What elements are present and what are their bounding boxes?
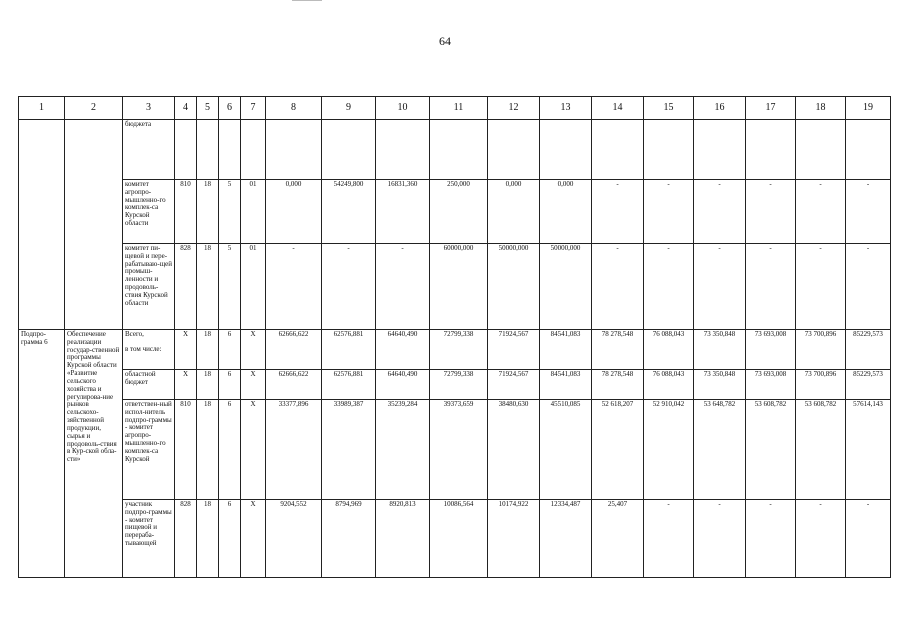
header-cell: 5 <box>197 97 219 120</box>
header-cell: 10 <box>376 97 430 120</box>
value-cell: 39373,659 <box>430 400 488 500</box>
value-cell: 85229,573 <box>846 370 891 400</box>
value-cell: 10086,564 <box>430 500 488 578</box>
value-cell: 57614,143 <box>846 400 891 500</box>
header-cell: 18 <box>796 97 846 120</box>
code-cell: 6 <box>219 370 241 400</box>
header-cell: 9 <box>322 97 376 120</box>
table-row <box>19 330 891 370</box>
value-cell: - <box>796 244 846 330</box>
table-row <box>19 500 891 578</box>
value-cell: 33377,896 <box>266 400 322 500</box>
value-cell: 73 700,896 <box>796 370 846 400</box>
code-cell: X <box>241 500 266 578</box>
budget-table <box>18 96 891 578</box>
value-cell: - <box>644 180 694 244</box>
value-cell: 64640,490 <box>376 330 430 370</box>
value-cell: 53 648,782 <box>694 400 746 500</box>
header-cell: 6 <box>219 97 241 120</box>
header-cell: 15 <box>644 97 694 120</box>
code-cell <box>175 120 197 180</box>
value-cell: 8920,813 <box>376 500 430 578</box>
value-cell <box>488 120 540 180</box>
row-label <box>123 330 175 370</box>
value-cell <box>796 120 846 180</box>
value-cell: 62576,881 <box>322 330 376 370</box>
value-cell: - <box>644 500 694 578</box>
value-cell: 72799,338 <box>430 330 488 370</box>
value-cell <box>592 120 644 180</box>
header-cell: 2 <box>65 97 123 120</box>
value-cell: 73 350,848 <box>694 330 746 370</box>
value-cell: 76 088,043 <box>644 330 694 370</box>
value-cell <box>322 120 376 180</box>
code-cell: 810 <box>175 180 197 244</box>
value-cell: 52 910,042 <box>644 400 694 500</box>
code-cell: 6 <box>219 500 241 578</box>
empty-cell <box>65 120 123 330</box>
value-cell: - <box>746 500 796 578</box>
row-label: областной бюджет <box>123 370 175 400</box>
value-cell: 76 088,043 <box>644 370 694 400</box>
value-cell: 0,000 <box>266 180 322 244</box>
row-label: комитет пи-щевой и пере-рабатываю-щей промыш-ленности и продоволь-ствия Курской области <box>123 244 175 330</box>
header-cell: 8 <box>266 97 322 120</box>
value-cell: 9204,552 <box>266 500 322 578</box>
value-cell: 50000,000 <box>488 244 540 330</box>
code-cell: 01 <box>241 244 266 330</box>
header-cell: 17 <box>746 97 796 120</box>
row-label: комитет агропро-мышленно-го комплек-са Курской области <box>123 180 175 244</box>
code-cell: 18 <box>197 244 219 330</box>
value-cell: - <box>846 244 891 330</box>
code-cell: 18 <box>197 400 219 500</box>
value-cell: - <box>796 500 846 578</box>
header-cell: 11 <box>430 97 488 120</box>
code-cell <box>241 120 266 180</box>
value-cell: 78 278,548 <box>592 370 644 400</box>
header-cell: 4 <box>175 97 197 120</box>
code-cell: 18 <box>197 500 219 578</box>
value-cell: 50000,000 <box>540 244 592 330</box>
value-cell: 25,407 <box>592 500 644 578</box>
subprogram-label: Подпро-грамма 6 <box>19 330 65 578</box>
value-cell: - <box>376 244 430 330</box>
value-cell: 73 350,848 <box>694 370 746 400</box>
value-cell <box>644 120 694 180</box>
value-cell: 52 618,207 <box>592 400 644 500</box>
code-cell: X <box>175 370 197 400</box>
value-cell <box>746 120 796 180</box>
row-label: бюджета <box>123 120 175 180</box>
value-cell: - <box>592 180 644 244</box>
code-cell: 18 <box>197 370 219 400</box>
subprogram-title: Обеспечение реализации государ-ственной программы Курской области «Развитие сельского хозяйства и регулирова-ние рынков сельскохо-зяйственной продукции, сырья и продоволь-ствия в Кур-ской обла-сти» <box>65 330 123 578</box>
row-label: ответствен-ный испол-нитель подпро-граммы - комитет агропро-мышленно-го комплек-са Курской <box>123 400 175 500</box>
code-cell: 01 <box>241 180 266 244</box>
value-cell: 53 608,782 <box>746 400 796 500</box>
value-cell: 8794,969 <box>322 500 376 578</box>
value-cell: 84541,083 <box>540 330 592 370</box>
value-cell <box>694 120 746 180</box>
value-cell: 10174,922 <box>488 500 540 578</box>
value-cell: - <box>846 180 891 244</box>
header-cell: 14 <box>592 97 644 120</box>
value-cell: 62666,622 <box>266 330 322 370</box>
value-cell: 84541,083 <box>540 370 592 400</box>
value-cell <box>430 120 488 180</box>
value-cell: 85229,573 <box>846 330 891 370</box>
value-cell: 71924,567 <box>488 370 540 400</box>
value-cell: 12334,487 <box>540 500 592 578</box>
page-number: 64 <box>439 34 451 48</box>
value-cell: - <box>592 244 644 330</box>
value-cell: 35239,284 <box>376 400 430 500</box>
value-cell: - <box>694 180 746 244</box>
code-cell: X <box>175 330 197 370</box>
code-cell: 6 <box>219 330 241 370</box>
table-row <box>19 370 891 400</box>
value-cell: 64640,490 <box>376 370 430 400</box>
value-cell: 73 700,896 <box>796 330 846 370</box>
value-cell: 33989,387 <box>322 400 376 500</box>
value-cell: 71924,567 <box>488 330 540 370</box>
value-cell: 62576,881 <box>322 370 376 400</box>
value-cell <box>376 120 430 180</box>
value-cell: - <box>846 500 891 578</box>
value-cell: 60000,000 <box>430 244 488 330</box>
code-cell: 828 <box>175 500 197 578</box>
header-cell: 16 <box>694 97 746 120</box>
code-cell <box>197 120 219 180</box>
value-cell: - <box>322 244 376 330</box>
code-cell: X <box>241 370 266 400</box>
value-cell <box>540 120 592 180</box>
value-cell: 72799,338 <box>430 370 488 400</box>
code-cell <box>219 120 241 180</box>
value-cell: 73 693,008 <box>746 370 796 400</box>
empty-cell <box>19 120 65 330</box>
value-cell: 38480,630 <box>488 400 540 500</box>
code-cell: 810 <box>175 400 197 500</box>
value-cell: 45510,085 <box>540 400 592 500</box>
table-row <box>19 400 891 500</box>
header-cell: 7 <box>241 97 266 120</box>
code-cell: 5 <box>219 180 241 244</box>
value-cell: - <box>644 244 694 330</box>
header-cell: 13 <box>540 97 592 120</box>
value-cell: - <box>694 244 746 330</box>
code-cell: 18 <box>197 180 219 244</box>
row-label-total: Всего, <box>125 330 144 338</box>
value-cell: 250,000 <box>430 180 488 244</box>
header-row <box>19 97 891 120</box>
code-cell: 5 <box>219 244 241 330</box>
value-cell: - <box>746 244 796 330</box>
value-cell: 54249,800 <box>322 180 376 244</box>
value-cell: - <box>796 180 846 244</box>
table-row <box>19 180 891 244</box>
value-cell: - <box>746 180 796 244</box>
value-cell: - <box>266 244 322 330</box>
code-cell: 828 <box>175 244 197 330</box>
value-cell: - <box>694 500 746 578</box>
value-cell <box>266 120 322 180</box>
code-cell: 18 <box>197 330 219 370</box>
header-cell: 19 <box>846 97 891 120</box>
code-cell: X <box>241 330 266 370</box>
header-cell: 12 <box>488 97 540 120</box>
value-cell: 78 278,548 <box>592 330 644 370</box>
value-cell: 73 693,008 <box>746 330 796 370</box>
table-row <box>19 244 891 330</box>
value-cell: 0,000 <box>488 180 540 244</box>
code-cell: X <box>241 400 266 500</box>
value-cell: 0,000 <box>540 180 592 244</box>
code-cell: 6 <box>219 400 241 500</box>
value-cell: 62666,622 <box>266 370 322 400</box>
row-label-including: в том числе: <box>125 344 162 353</box>
table-row <box>19 120 891 180</box>
value-cell: 16831,360 <box>376 180 430 244</box>
row-label: участник подпро-граммы - комитет пищевой и перераба-тывающей <box>123 500 175 578</box>
value-cell <box>846 120 891 180</box>
header-cell: 1 <box>19 97 65 120</box>
value-cell: 53 608,782 <box>796 400 846 500</box>
header-cell: 3 <box>123 97 175 120</box>
scan-artifact-line <box>292 0 322 1</box>
